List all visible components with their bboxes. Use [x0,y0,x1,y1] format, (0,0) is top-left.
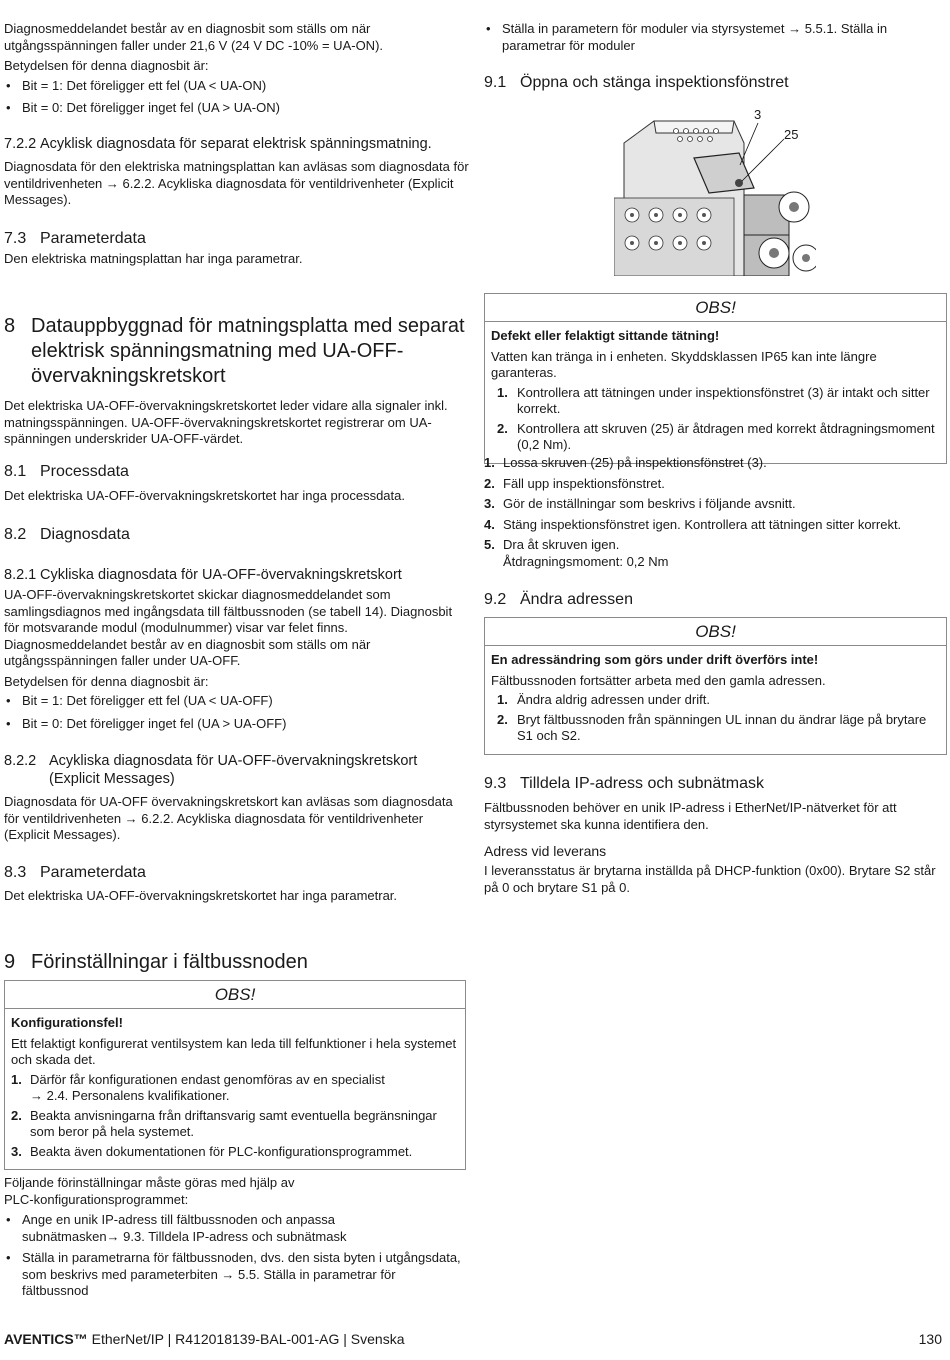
right-top [484,21,946,54]
intro-text: Diagnosmeddelandet består av en diagnosbit som ställs om när utgångsspänningen faller under 21,6 V (24 V DC -10% = UA-ON). [4,21,384,53]
section-9-2 [484,590,946,610]
obs-title: Defekt eller felaktigt sittande tätning! [491,328,720,343]
steps-list [484,452,946,573]
obs-text: Ett felaktigt konfigurerat ventilsystem kan leda till felfunktioner i hela systemet och skada det. [11,1035,457,1067]
left-column [4,21,469,120]
list-item: 5. Dra åt skruven igen. Åtdragningsmoment: 0,2 Nm [484,537,669,569]
list-item: 2. Kontrollera att skruven (25) är åtdragen med korrekt åtdragningsmoment (0,2 Nm). [497,420,935,452]
list-item: 1. Kontrollera att tätningen under inspektionsfönstret (3) är intakt och sitter korrekt. [497,384,930,416]
section-text: Fältbussnoden behöver en unik IP-adress i EtherNet/IP-nätverket för att styrsystemet ska kunna identifiera den. [484,800,897,832]
preset-instructions [4,1175,464,1303]
section-text: Det elektriska UA-OFF-övervakningskretskortet leder vidare alla signaler inkl. matningsspänningen. UA-OFF-övervakningskretskortet registrerar om UA-spänningen underskrider UA-OFF-värdet. [4,398,448,446]
list-item: • Bit = 1: Det föreligger ett fel (UA < UA-ON) [4,78,469,95]
list-item: 1. Ändra aldrig adressen under drift. [497,692,710,707]
brand-name: AVENTICS™ [4,1331,88,1347]
figure-label-3: 3 [754,107,762,122]
section-9-3 [484,774,946,896]
section-7-2-2 [4,135,469,209]
top-bullet-list [484,21,946,54]
figure-label-25: 25 [784,127,799,142]
bit-list-1 [4,78,469,117]
section-text-2: I leveransstatus är brytarna inställda på DHCP-funktion (0x00). Brytare S2 står på 0 och brytare S1 på 0. [484,863,936,895]
list-item: • Ställa in parametern för moduler via styrsystemet → 5.5.1. Ställa in parametrar för moduler [484,21,946,54]
inspection-window-figure [614,103,816,276]
section-8 [4,314,466,448]
preset-list [4,1212,464,1300]
obs-header: OBS! [485,294,946,322]
list-item: 2. Beakta anvisningarna från driftansvarig samt eventuella begränsningar som beror på hela systemet. [11,1107,437,1139]
list-item: • Ange en unik IP-adress till fältbussnoden och anpassa subnätmasken→ 9.3. Tilldela IP-adress och subnätmask [4,1212,464,1245]
obs-header: OBS! [5,981,465,1009]
chapter-heading: 8 Datauppbyggnad för matningsplatta med separat elektrisk spänningsmatning med UA-OFF-övervakningskretskort [4,315,465,387]
obs-list [491,385,940,454]
chapter-heading: 9 Förinställningar i fältbussnoden [4,951,308,973]
section-heading: 7.2.2 Acyklisk diagnosdata för separat elektrisk spänningsmatning. [4,136,432,152]
list-item: • Bit = 0: Det föreligger inget fel (UA > UA-OFF) [4,716,469,733]
section-8-3 [4,863,469,905]
obs-text: Vatten kan tränga in i enheten. Skyddsklassen IP65 kan inte längre garanteras. [491,348,877,380]
section-heading: 8.1 Processdata [4,463,129,480]
list-item: 1. Därför får konfigurationen endast genomföras av en specialist → 2.4. Personalens kvalifikationer. [11,1071,385,1103]
section-heading: 7.3 Parameterdata [4,230,146,247]
section-heading: 9.3 Tilldela IP-adress och subnätmask [484,775,764,792]
section-text-2: Betydelsen för denna diagnosbit är: [4,673,209,689]
section-text: Den elektriska matningsplattan har inga parametrar. [4,251,303,266]
obs-list [11,1072,459,1161]
obs-list [491,692,940,745]
section-heading: 8.2.1 Cykliska diagnosdata för UA-OFF-övervakningskretskort [4,567,402,583]
section-text: UA-OFF-övervakningskretskortet skickar diagnosmeddelandet som samlingsdiagnos med ingångsdata till fältbussnoden (se tabell 14). Diagnosbit för motsvarande modul (modulnummer) visar var felet finns. Diagnosmeddelandet består av en diagnosbit som ställs om när utgångsspänningen faller under UA-OFF. [4,587,453,668]
bit-list-2 [4,693,469,732]
obs-box-address [484,617,947,755]
section-8-1 [4,462,469,505]
section-text: Det elektriska UA-OFF-övervakningskretskortet har inga parametrar. [4,888,398,903]
obs-box-config [4,980,466,1170]
section-text: Det elektriska UA-OFF-övervakningskretskortet har inga processdata. [4,488,405,503]
section-7-3 [4,229,469,268]
list-item: 2. Fäll upp inspektionsfönstret. [484,475,665,491]
subheading: Adress vid leverans [484,843,607,859]
document-info: EtherNet/IP | R412018139-BAL-001-AG | Svenska [87,1331,405,1347]
list-item: • Ställa in parametrarna för fältbussnoden, dvs. den sista byten i utgångsdata, som beskrivs med parameterbiten → 5.5. Ställa in parametrar för fältbussnod [4,1250,464,1300]
section-9-1 [484,73,946,93]
obs-header: OBS! [485,618,946,646]
section-text: Diagnosdata för den elektriska matningsplattan kan avläsas som diagnosdata för ventildrivenheten → 6.2.2. Acykliska diagnosdata för ventildrivenheter (Explicit Messages). [4,159,469,207]
list-item: • Bit = 0: Det föreligger inget fel (UA > UA-ON) [4,100,469,117]
section-8-2-1 [4,566,469,735]
obs-box-seal [484,293,947,464]
section-9 [4,950,469,975]
obs-text: Fältbussnoden fortsätter arbeta med den gamla adressen. [491,672,826,688]
section-heading: 8.3 Parameterdata [4,864,146,881]
page-number: 130 [918,1331,942,1347]
section-text: Diagnosdata för UA-OFF övervakningskretskort kan avläsas som diagnosdata för ventildrivenheten → 6.2.2. Acykliska diagnosdata för ventildrivenheter (Explicit Messages). [4,794,453,842]
list-item: 1. Lossa skruven (25) på inspektionsfönstret (3). [484,455,767,470]
list-item: 3. Beakta även dokumentationen för PLC-konfigurationsprogrammet. [11,1143,413,1159]
section-text: Följande förinställningar måste göras med hjälp av PLC-konfigurationsprogrammet: [4,1175,295,1207]
list-item: • Bit = 1: Det föreligger ett fel (UA < UA-OFF) [4,693,469,710]
section-8-2 [4,525,469,545]
section-8-2-2 [4,752,469,844]
list-item: 3. Gör de inställningar som beskrivs i följande avsnitt. [484,496,796,511]
list-item: 2. Bryt fältbussnoden från spänningen UL innan du ändrar läge på brytare S1 och S2. [497,711,927,743]
obs-title: En adressändring som görs under drift överförs inte! [491,652,819,667]
list-item: 4. Stäng inspektionsfönstret igen. Kontrollera att tätningen sitter korrekt. [484,516,902,532]
section-heading: 8.2.2 Acykliska diagnosdata för UA-OFF-övervakningskretskort (Explicit Messages) [4,753,418,787]
section-heading: 8.2 Diagnosdata [4,526,130,543]
page-footer [4,1331,942,1348]
section-heading: 9.1 Öppna och stänga inspektionsfönstret [484,74,789,91]
section-heading: 9.2 Ändra adressen [484,591,633,608]
obs-title: Konfigurationsfel! [11,1015,123,1030]
intro-text-2: Betydelsen för denna diagnosbit är: [4,58,209,73]
